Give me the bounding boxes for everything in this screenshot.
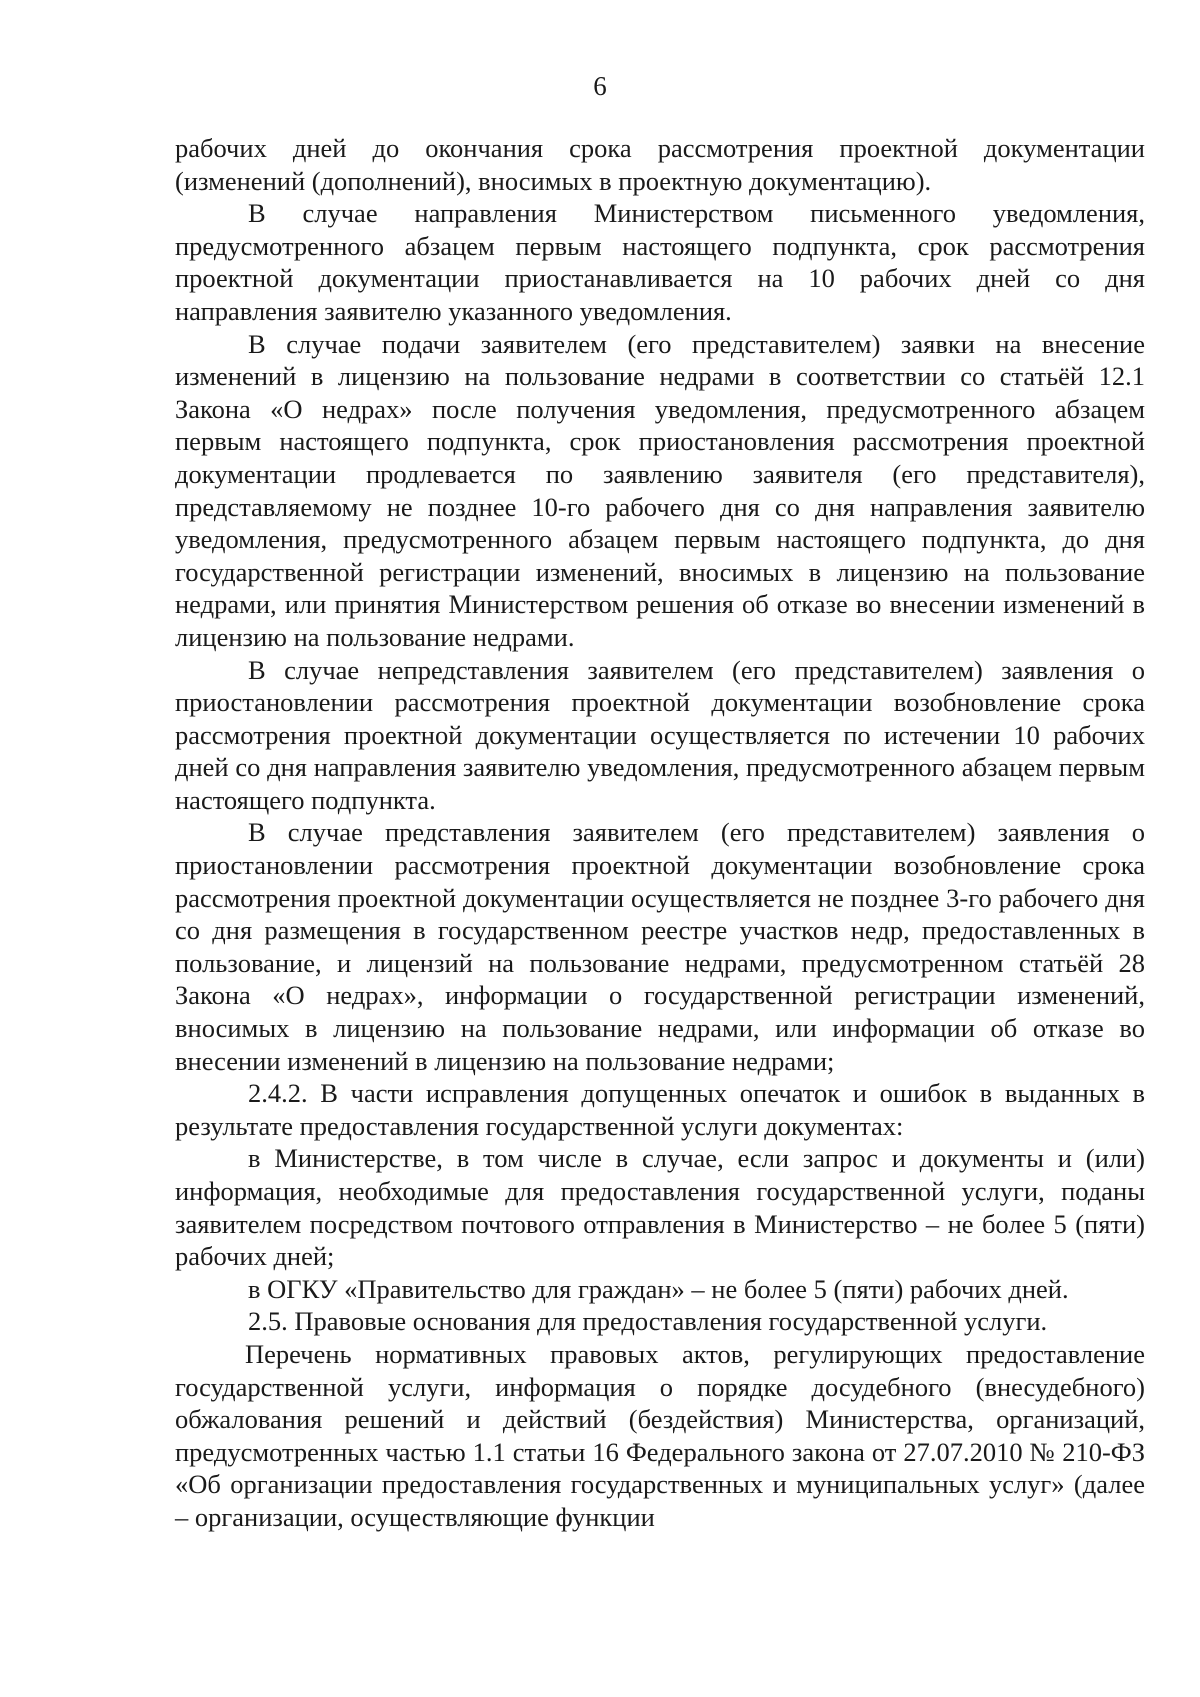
paragraph-section-2-5: 2.5. Правовые основания для предоставления государственной услуги. [248, 1306, 1048, 1337]
paragraph-submission: В случае представления заявителем (его представителем) заявления о приостановлении рассмотрения проектной документации возобновление срока рассмотрения проектной документации осуществляется не позднее 3-го рабочего дня со дня размещения в государственном реестре участков недр, предоставленных в пользование, и лицензий на пользование недрами, предусмотренном статьёй 28 Закона «О недрах», информации о государственной регистрации изменений, вносимых в лицензию на пользование недрами, или информации об отказе во внесении изменений в лицензию на пользование недрами; [175, 817, 1145, 1076]
paragraph-ogku-term: в ОГКУ «Правительство для граждан» – не более 5 (пяти) рабочих дней. [248, 1273, 1069, 1304]
paragraph-legal-acts-list: Перечень нормативных правовых актов, регулирующих предоставление государственной услуги, информация о порядке досудебного (внесудебного) обжалования решений и действий (бездействия) Министерства, организаций, предусмотренных частью 1.1 статьи 16 Федерального закона от 27.07.2010 № 210-ФЗ «Об организации предоставления государственных и муниципальных услуг» (далее – организации, осуществляющие функции [175, 1338, 1145, 1532]
paragraph-license-amendment: В случае подачи заявителем (его представителем) заявки на внесение изменений в лицензию на пользование недрами в соответствии со статьёй 12.1 Закона «О недрах» после получения уведомления, предусмотренного абзацем первым настоящего подпункта, срок приостановления рассмотрения проектной документации продлевается по заявлению заявителя (его представителя), представляемому не позднее 10-го рабочего дня со дня направления заявителю уведомления, предусмотренного абзацем первым настоящего подпункта, до дня государственной регистрации изменений, вносимых в лицензию на пользование недрами, или принятия Министерством решения об отказе во внесении изменений в лицензию на пользование недрами. [175, 328, 1145, 652]
document-body [175, 132, 1145, 1534]
paragraph-ministry-term: в Министерстве, в том числе в случае, если запрос и документы и (или) информация, необходимые для предоставления государственной услуги, поданы заявителем посредством почтового отправления в Министерство – не более 5 (пяти) рабочих дней; [175, 1143, 1145, 1272]
paragraph-section-2-4-2: 2.4.2. В части исправления допущенных опечаток и ошибок в выданных в результате предоставления государственной услуги документах: [175, 1078, 1145, 1141]
paragraph-non-submission: В случае непредставления заявителем (его представителем) заявления о приостановлении рассмотрения проектной документации возобновление срока рассмотрения проектной документации осуществляется по истечении 10 рабочих дней со дня направления заявителю уведомления, предусмотренного абзацем первым настоящего подпункта. [175, 654, 1145, 815]
paragraph-notice-suspension: В случае направления Министерством письменного уведомления, предусмотренного абзацем первым настоящего подпункта, срок рассмотрения проектной документации приостанавливается на 10 рабочих дней со дня направления заявителю указанного уведомления. [175, 198, 1145, 326]
page-number: 6 [593, 71, 607, 101]
paragraph-continuation: рабочих дней до окончания срока рассмотрения проектной документации (изменений (дополнений), вносимых в проектную документацию). [175, 133, 1145, 196]
